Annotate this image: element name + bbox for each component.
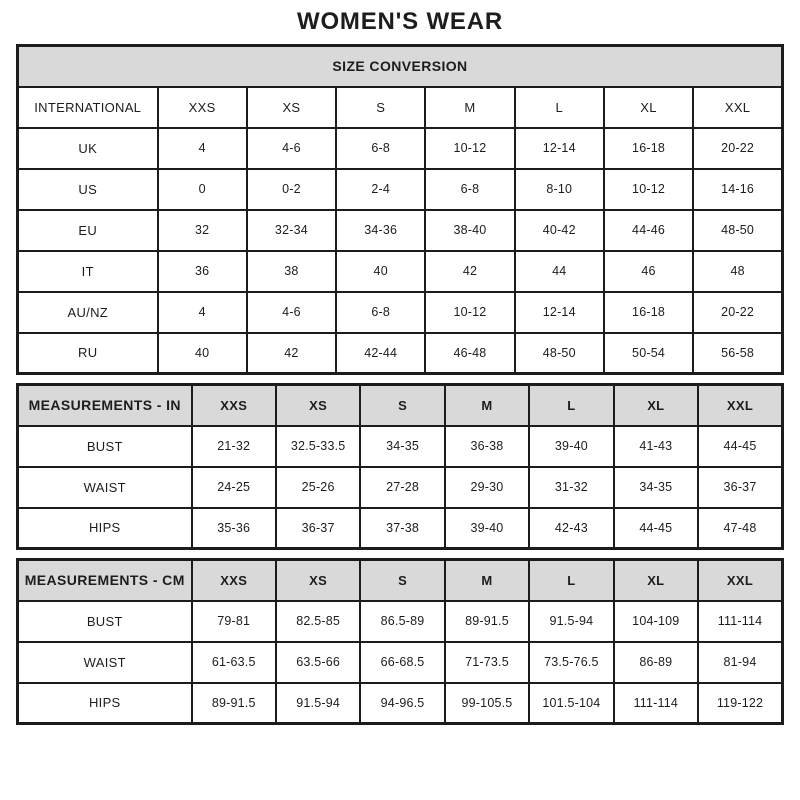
size-value-cell: 32.5-33.5 xyxy=(276,426,360,467)
size-value-cell: 111-114 xyxy=(698,601,782,642)
size-value-cell: 66-68.5 xyxy=(360,642,444,683)
size-value-cell: 25-26 xyxy=(276,467,360,508)
row-label: HIPS xyxy=(18,683,192,724)
table-row xyxy=(18,292,783,333)
row-label: IT xyxy=(18,251,158,292)
size-value-cell: 42-44 xyxy=(336,333,425,374)
size-value-cell: 29-30 xyxy=(445,467,529,508)
size-value-cell: 4 xyxy=(158,128,247,169)
size-value-cell: 20-22 xyxy=(693,292,782,333)
size-value-cell: 40 xyxy=(336,251,425,292)
size-label: L xyxy=(515,87,604,128)
size-label: XXS xyxy=(158,87,247,128)
size-header: XXS xyxy=(192,385,276,426)
size-value-cell: 10-12 xyxy=(425,292,514,333)
size-value-cell: 41-43 xyxy=(614,426,698,467)
row-label: AU/NZ xyxy=(18,292,158,333)
size-value-cell: 79-81 xyxy=(192,601,276,642)
size-value-cell: 46-48 xyxy=(425,333,514,374)
section-header: MEASUREMENTS - CM xyxy=(18,560,192,601)
size-header: XS xyxy=(276,560,360,601)
table-row xyxy=(18,642,783,683)
table-row xyxy=(18,426,783,467)
size-value-cell: 101.5-104 xyxy=(529,683,613,724)
table-row xyxy=(18,210,783,251)
size-value-cell: 8-10 xyxy=(515,169,604,210)
tables-container xyxy=(0,44,800,725)
section-header-row xyxy=(18,46,783,87)
size-header: S xyxy=(360,560,444,601)
size-value-cell: 46 xyxy=(604,251,693,292)
size-value-cell: 39-40 xyxy=(529,426,613,467)
size-value-cell: 40-42 xyxy=(515,210,604,251)
size-value-cell: 89-91.5 xyxy=(445,601,529,642)
size-value-cell: 44-45 xyxy=(698,426,782,467)
size-value-cell: 48-50 xyxy=(515,333,604,374)
size-value-cell: 12-14 xyxy=(515,292,604,333)
size-value-cell: 6-8 xyxy=(336,292,425,333)
size-value-cell: 104-109 xyxy=(614,601,698,642)
size-value-cell: 4-6 xyxy=(247,128,336,169)
size-value-cell: 16-18 xyxy=(604,128,693,169)
size-label: M xyxy=(425,87,514,128)
size-header: XXL xyxy=(698,385,782,426)
size-value-cell: 16-18 xyxy=(604,292,693,333)
size-value-cell: 36 xyxy=(158,251,247,292)
size-value-cell: 44-46 xyxy=(604,210,693,251)
size-value-cell: 36-37 xyxy=(276,508,360,549)
size-value-cell: 71-73.5 xyxy=(445,642,529,683)
size-value-cell: 86-89 xyxy=(614,642,698,683)
row-label: UK xyxy=(18,128,158,169)
size-conversion-table xyxy=(16,44,784,375)
size-value-cell: 14-16 xyxy=(693,169,782,210)
size-value-cell: 24-25 xyxy=(192,467,276,508)
table-row xyxy=(18,508,783,549)
page-title: WOMEN'S WEAR xyxy=(297,8,503,35)
size-value-cell: 61-63.5 xyxy=(192,642,276,683)
row-label: BUST xyxy=(18,426,192,467)
size-value-cell: 81-94 xyxy=(698,642,782,683)
size-value-cell: 20-22 xyxy=(693,128,782,169)
row-label: WAIST xyxy=(18,642,192,683)
section-header: SIZE CONVERSION xyxy=(18,46,783,87)
size-value-cell: 38 xyxy=(247,251,336,292)
size-value-cell: 21-32 xyxy=(192,426,276,467)
size-header: M xyxy=(445,560,529,601)
size-value-cell: 73.5-76.5 xyxy=(529,642,613,683)
size-value-cell: 56-58 xyxy=(693,333,782,374)
size-value-cell: 47-48 xyxy=(698,508,782,549)
size-value-cell: 38-40 xyxy=(425,210,514,251)
size-value-cell: 31-32 xyxy=(529,467,613,508)
table-body xyxy=(18,385,783,549)
size-label: XXL xyxy=(693,87,782,128)
size-value-cell: 42 xyxy=(425,251,514,292)
size-value-cell: 44-45 xyxy=(614,508,698,549)
size-value-cell: 4-6 xyxy=(247,292,336,333)
size-value-cell: 42-43 xyxy=(529,508,613,549)
size-value-cell: 36-37 xyxy=(698,467,782,508)
table-row xyxy=(18,601,783,642)
table-body xyxy=(18,46,783,374)
size-header: XS xyxy=(276,385,360,426)
size-value-cell: 111-114 xyxy=(614,683,698,724)
table-row xyxy=(18,333,783,374)
row-label: US xyxy=(18,169,158,210)
size-value-cell: 119-122 xyxy=(698,683,782,724)
size-value-cell: 39-40 xyxy=(445,508,529,549)
size-value-cell: 32-34 xyxy=(247,210,336,251)
row-label: RU xyxy=(18,333,158,374)
size-value-cell: 34-36 xyxy=(336,210,425,251)
size-value-cell: 42 xyxy=(247,333,336,374)
size-value-cell: 82.5-85 xyxy=(276,601,360,642)
size-label-row xyxy=(18,87,783,128)
size-value-cell: 4 xyxy=(158,292,247,333)
table-row xyxy=(18,251,783,292)
size-value-cell: 48 xyxy=(693,251,782,292)
size-value-cell: 34-35 xyxy=(614,467,698,508)
table-row xyxy=(18,169,783,210)
table-row xyxy=(18,683,783,724)
size-value-cell: 48-50 xyxy=(693,210,782,251)
size-header: XXL xyxy=(698,560,782,601)
size-value-cell: 27-28 xyxy=(360,467,444,508)
row-label: HIPS xyxy=(18,508,192,549)
measurements-in-table xyxy=(16,383,784,550)
size-value-cell: 50-54 xyxy=(604,333,693,374)
table-row xyxy=(18,128,783,169)
section-header: MEASUREMENTS - IN xyxy=(18,385,192,426)
size-label: XS xyxy=(247,87,336,128)
size-value-cell: 0-2 xyxy=(247,169,336,210)
size-header: L xyxy=(529,560,613,601)
size-value-cell: 44 xyxy=(515,251,604,292)
size-header: L xyxy=(529,385,613,426)
size-value-cell: 32 xyxy=(158,210,247,251)
size-value-cell: 91.5-94 xyxy=(276,683,360,724)
size-label: XL xyxy=(604,87,693,128)
row-label: EU xyxy=(18,210,158,251)
size-label: S xyxy=(336,87,425,128)
measurements-cm-table xyxy=(16,558,784,725)
size-value-cell: 10-12 xyxy=(425,128,514,169)
size-value-cell: 35-36 xyxy=(192,508,276,549)
size-value-cell: 34-35 xyxy=(360,426,444,467)
section-header-row xyxy=(18,385,783,426)
size-value-cell: 89-91.5 xyxy=(192,683,276,724)
section-header-row xyxy=(18,560,783,601)
size-value-cell: 10-12 xyxy=(604,169,693,210)
size-header: S xyxy=(360,385,444,426)
size-value-cell: 0 xyxy=(158,169,247,210)
size-value-cell: 6-8 xyxy=(425,169,514,210)
size-value-cell: 86.5-89 xyxy=(360,601,444,642)
row-label: BUST xyxy=(18,601,192,642)
size-value-cell: 6-8 xyxy=(336,128,425,169)
size-value-cell: 94-96.5 xyxy=(360,683,444,724)
size-header: XXS xyxy=(192,560,276,601)
size-header: XL xyxy=(614,560,698,601)
size-value-cell: 12-14 xyxy=(515,128,604,169)
size-value-cell: 91.5-94 xyxy=(529,601,613,642)
size-value-cell: 63.5-66 xyxy=(276,642,360,683)
size-header: M xyxy=(445,385,529,426)
row-label: WAIST xyxy=(18,467,192,508)
table-body xyxy=(18,560,783,724)
size-value-cell: 2-4 xyxy=(336,169,425,210)
size-value-cell: 99-105.5 xyxy=(445,683,529,724)
size-value-cell: 36-38 xyxy=(445,426,529,467)
row-label: INTERNATIONAL xyxy=(18,87,158,128)
size-header: XL xyxy=(614,385,698,426)
table-row xyxy=(18,467,783,508)
size-value-cell: 40 xyxy=(158,333,247,374)
size-value-cell: 37-38 xyxy=(360,508,444,549)
